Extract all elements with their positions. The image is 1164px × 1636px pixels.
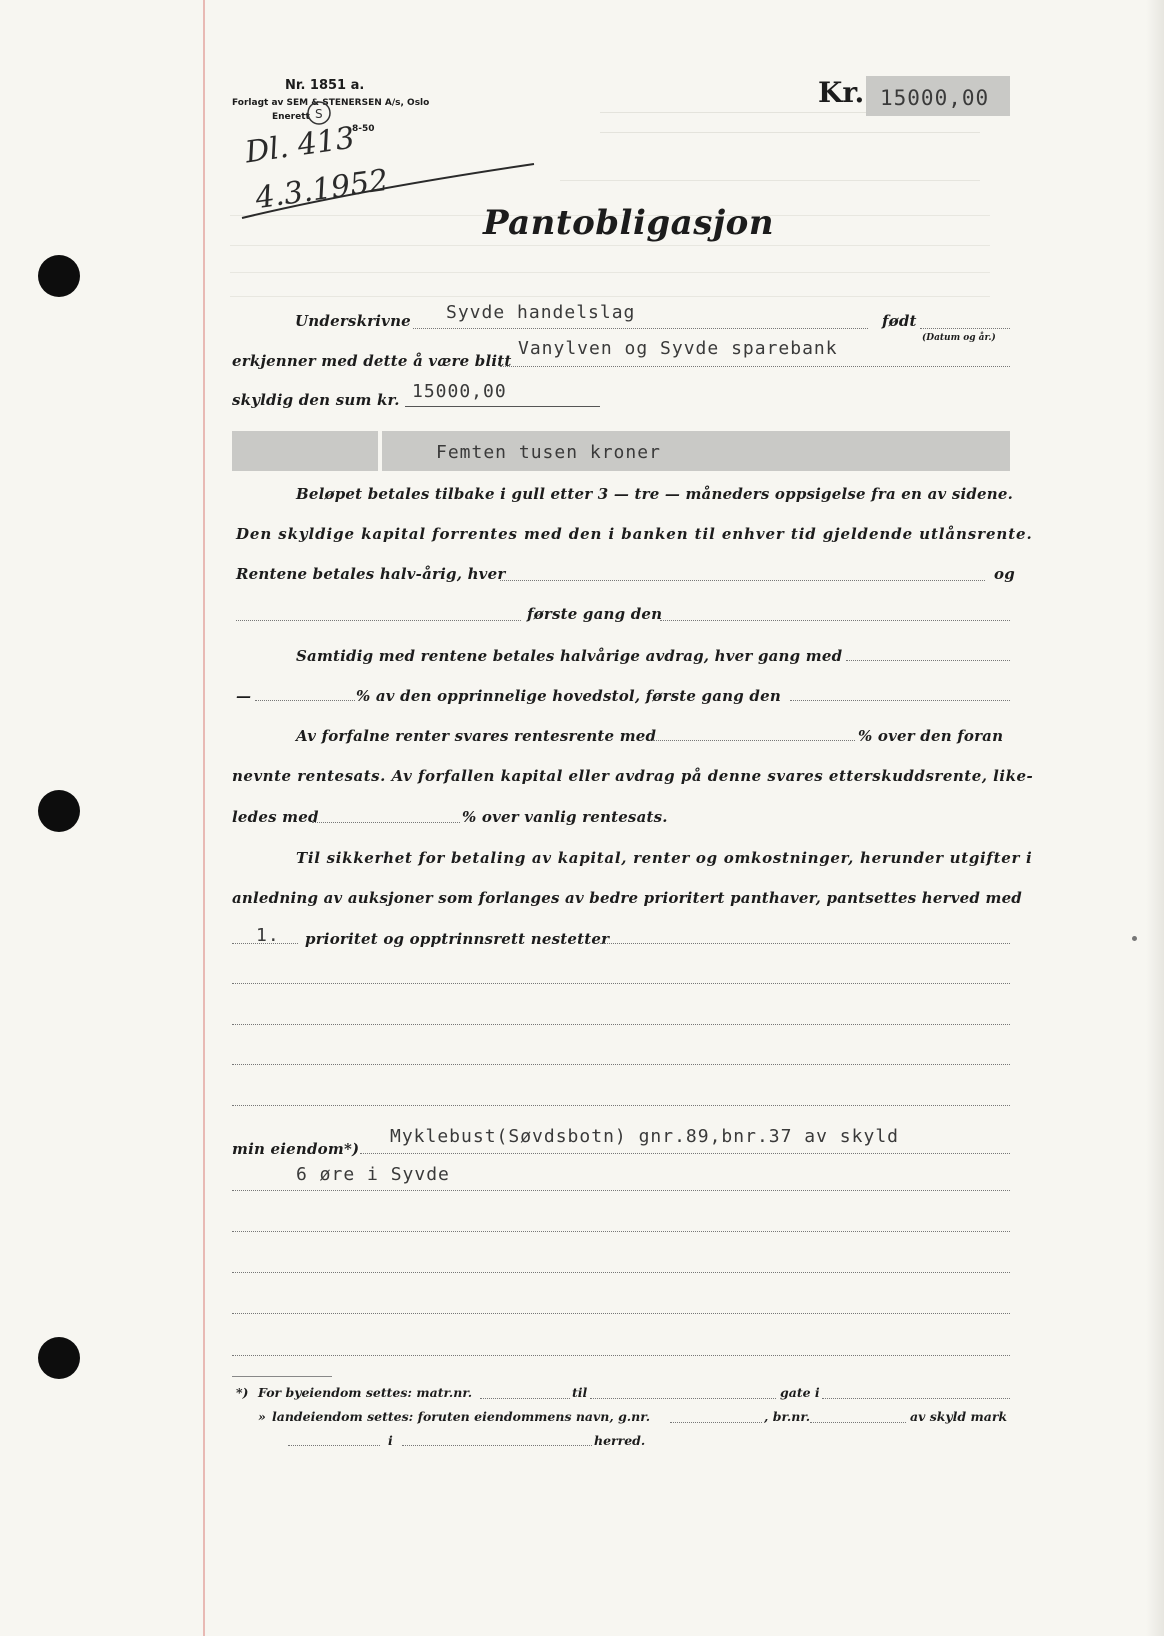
born-hint: (Datum og år.) [922,333,996,343]
property-value: 6 øre i Syvde [296,1164,450,1185]
late-rate-line [312,822,460,823]
property-value: Myklebust(Søvdsbotn) gnr.89,bnr.37 av skyld [390,1126,899,1147]
body-line: Samtidig med rentene betales halvårige avdrag, hver gang med [296,647,843,665]
property-line [360,1153,1010,1154]
footnote-line [288,1445,380,1446]
undersigned-line [413,328,868,329]
publisher-line: Forlagt av SEM & STENERSEN A/s, Oslo [232,98,430,108]
svg-text:S: S [315,107,323,121]
body-line: % over den foran [858,727,1004,745]
punch-hole-top [38,255,80,297]
publisher-code: 8-50 [352,124,375,134]
punch-hole-bottom [38,1337,80,1379]
footnote-text: i [388,1433,393,1448]
footnote-line [670,1422,762,1423]
born-label: født [882,312,917,330]
footnote-line [822,1398,1010,1399]
body-line: % av den opprinnelige hovedstol, første gang den [356,687,781,705]
sum-value: 15000,00 [412,381,507,402]
footnote-text: gate i [780,1385,820,1400]
body-line: — [236,687,252,705]
amount-prefix: Kr. [818,76,865,109]
footnote-rule [232,1376,332,1377]
body-line: prioritet og opptrinnsrett nestetter [305,930,610,948]
acknowledges-label: erkjenner med dette å være blitt [232,352,512,370]
interest-start-line [660,620,1010,621]
property-label: min eiendom*) [232,1140,360,1158]
born-line [920,328,1010,329]
sum-words: Femten tusen kroner [436,442,661,463]
installment-percent-line [255,700,355,701]
compound-rate-line [650,740,855,741]
footnote-text: For byeiendom settes: matr.nr. [258,1385,473,1400]
blank-line [232,1272,1010,1273]
punch-hole-middle [38,790,80,832]
interest-start-line-left [236,620,521,621]
handwritten-reference: Dl. 413 [243,120,357,171]
body-line: % over vanlig rentesats. [462,808,668,826]
sum-words-box-left [232,431,378,471]
priority-value: 1. [256,925,280,946]
footnote-line [590,1398,776,1399]
priority-detail-line [600,943,1010,944]
undersigned-value: Syvde handelslag [446,302,636,323]
footnote-line [810,1422,906,1423]
footnote-text: til [572,1385,588,1400]
body-line: Rentene betales halv-årig, hver [236,565,506,583]
footnote-line [402,1445,592,1446]
blank-line [232,1064,1010,1065]
blank-line [232,1024,1010,1025]
installment-start-line [790,700,1010,701]
body-line: og [994,565,1015,583]
blank-line [232,1313,1010,1314]
footnote-text: landeiendom settes: foruten eiendommens navn, g.nr. [272,1409,651,1424]
body-line: Den skyldige kapital forrentes med den i banken til enhver tid gjeldende utlånsrente. [236,525,1033,543]
footnote-star: *) [236,1385,249,1400]
amount-value: 15000,00 [880,86,990,110]
body-line: første gang den [527,605,663,623]
blank-line [232,983,1010,984]
property-line [232,1190,1010,1191]
installment-line [846,660,1010,661]
undersigned-label: Underskrivne [295,312,411,330]
interest-interval-line [500,580,985,581]
footnote-text: , br.nr. [764,1409,811,1424]
body-line: Beløpet betales tilbake i gull etter 3 — tre — måneders oppsigelse fra en av sidene. [296,485,1014,503]
margin-rule [203,0,205,1636]
document-title: Pantobligasjon [483,203,775,243]
body-line: nevnte rentesats. Av forfallen kapital eller avdrag på denne svares etterskuddsrente, like- [232,767,1034,785]
form-number: Nr. 1851 a. [285,78,365,93]
page-edge-shadow [1146,0,1164,1636]
blank-line [232,1355,1010,1356]
body-line: anledning av auksjoner som forlanges av bedre prioritert panthaver, pantsettes herved med [232,889,1022,907]
creditor-value: Vanylven og Syvde sparebank [518,338,838,359]
footnote-text: herred. [594,1433,646,1448]
body-line: Til sikkerhet for betaling av kapital, renter og omkostninger, herunder utgifter i [296,849,1033,867]
body-line: ledes med [232,808,319,826]
footnote-line [480,1398,570,1399]
footnote-text: » [258,1409,266,1424]
owes-label: skyldig den sum kr. [232,391,400,409]
publisher-seal-icon [306,100,332,126]
creditor-line [500,366,1010,367]
blank-line [232,1105,1010,1106]
blank-line [232,1231,1010,1232]
handwritten-date: 4.3.1952 [253,162,391,217]
body-line: Av forfalne renter svares rentesrente med [296,727,657,745]
paper-speck [1132,936,1137,941]
footnote-text: av skyld mark [910,1409,1008,1424]
publisher-rights: Enerett [272,112,310,122]
sum-line [405,406,600,407]
